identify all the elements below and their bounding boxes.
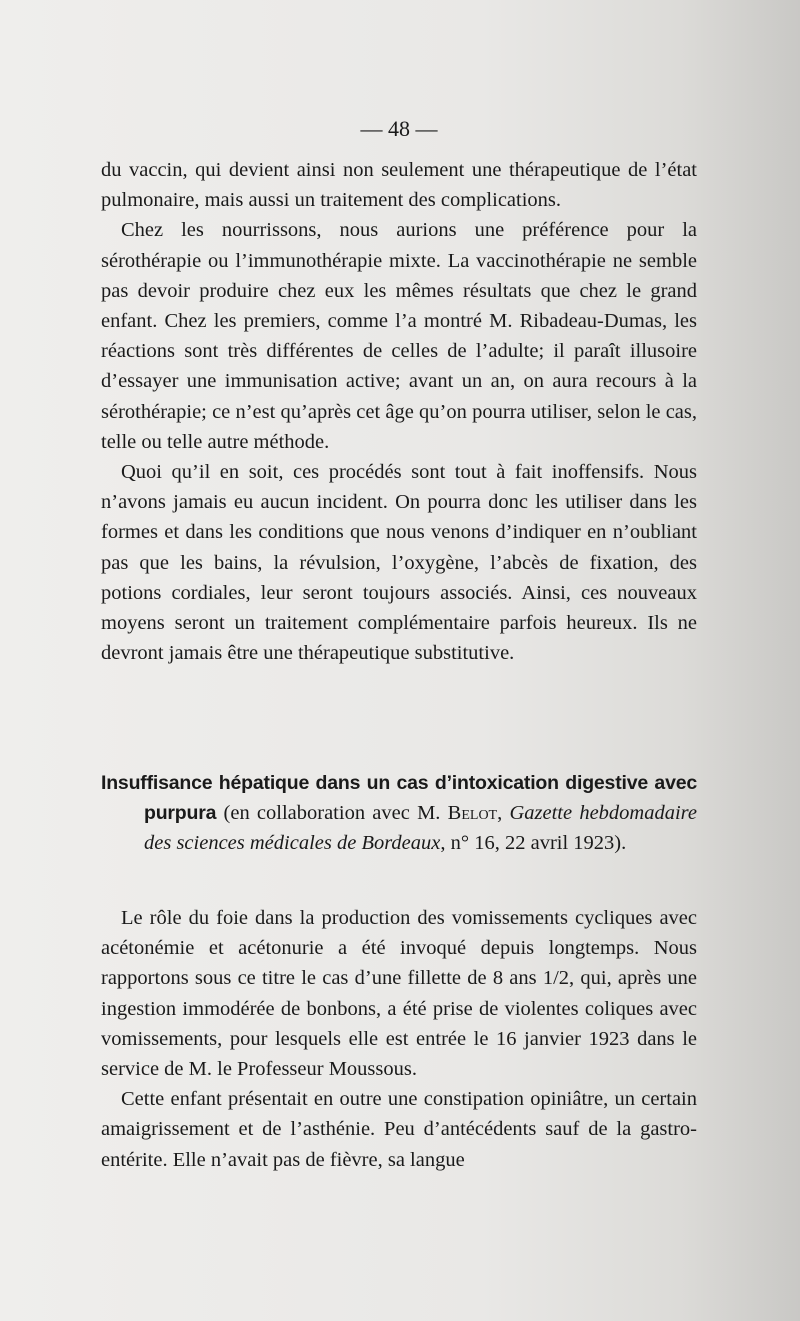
reference-author: Belot: [447, 802, 498, 825]
paragraph: Cette enfant présentait en outre une constipation opiniâtre, un certain amaigrissement et de l’asthénie. Peu d’antécédents sauf de la gastro-entérite. Elle n’avait pas de fièvre, sa langue: [101, 1088, 697, 1171]
bibliographic-reference: Insuffisance hépatique dans un cas d’intoxication digestive avec purpura (en collaboration avec M. Belot, Gazette hebdomadaire des sciences médicales de Bordeaux, n° 16, 22 avril 1923).: [101, 772, 698, 855]
reference-journal: Gazette hebdomadaire des sciences médicales de Bordeaux: [144, 802, 698, 855]
paragraph: Chez les nourrissons, nous aurions une préférence pour la sérothérapie ou l’immunothérapie mixte. La vaccinothérapie ne semble pas devoir produire chez eux les mêmes résultats que chez le grand enfant. Chez les premiers, comme l’a montré M. Ribadeau-Dumas, les réactions sont très différentes de celles de l’adulte; il paraît illusoire d’essayer une immunisation active; avant un an, on aura recours à la sérothérapie; ce n’est qu’après cet âge qu’on pourra utiliser, selon le cas, telle ou telle autre méthode.: [101, 219, 697, 453]
body-text-top: [101, 155, 697, 668]
page-number: — 48 —: [360, 116, 438, 141]
paragraph: Quoi qu’il en soit, ces procédés sont tout à fait inoffensifs. Nous n’avons jamais eu aucun incident. On pourra donc les utiliser dans les formes et dans les conditions que nous venons d’indiquer en n’oubliant pas que les bains, la révulsion, l’oxygène, l’abcès de fixation, des potions cordiales, leur seront toujours associés. Ainsi, ces nouveaux moyens seront un traitement complémentaire parfois heureux. Ils ne devront jamais être une thérapeutique substitutive.: [101, 461, 697, 665]
reference-title: Insuffisance hépatique dans un cas d’intoxication digestive avec purpura: [101, 772, 697, 825]
reference-issue: n° 16,: [450, 832, 500, 855]
paragraph: du vaccin, qui devient ainsi non seulement une thérapeutique de l’état pulmonaire, mais aussi un traitement des complications.: [101, 159, 697, 212]
body-text-bottom: [101, 903, 697, 1175]
paragraph: Le rôle du foie dans la production des vomissements cycliques avec acétonémie et acétonurie a été invoqué depuis longtemps. Nous rapportons sous ce titre le cas d’une fillette de 8 ans 1/2, qui, après une ingestion immodérée de bonbons, a été prise de violentes coliques avec vomissements, pour lesquels elle est entrée le 16 janvier 1923 dans le service de M. le Professeur Moussous.: [101, 907, 697, 1081]
reference-collab: (en collaboration avec M.: [223, 802, 441, 825]
reference-date: 22 avril 1923).: [504, 832, 627, 855]
